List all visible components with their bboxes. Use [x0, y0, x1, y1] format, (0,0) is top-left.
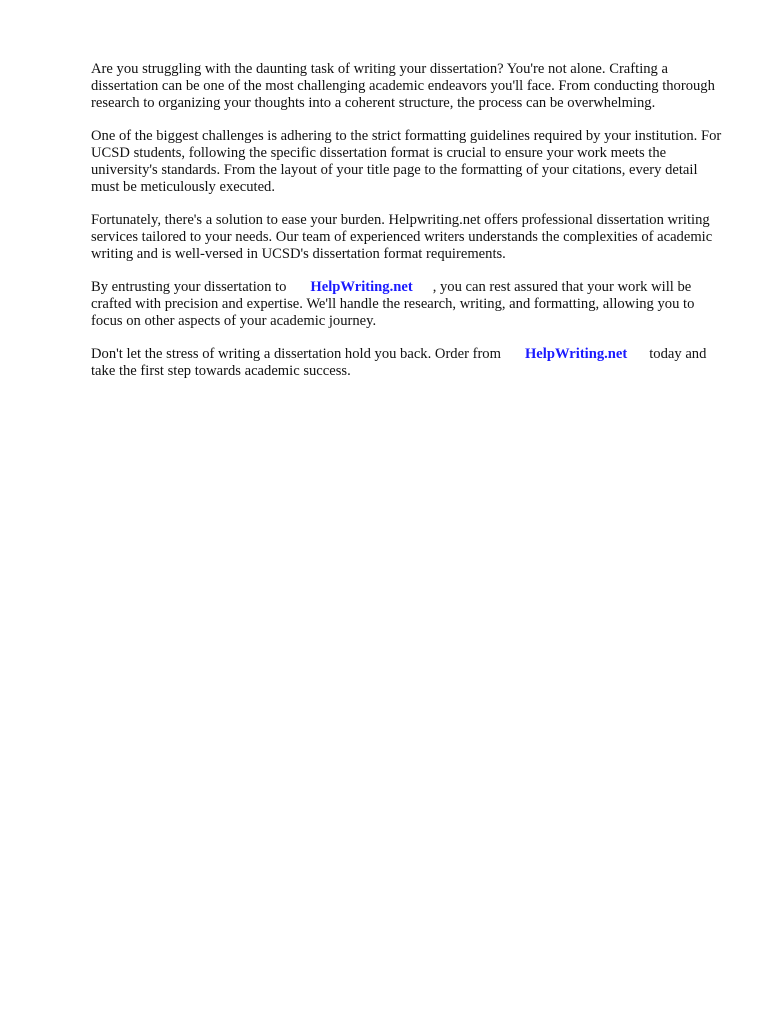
paragraph-intro: Are you struggling with the daunting task of writing your dissertation? You're not alone. Crafting a dissertation can be one of the most challenging academic endeavors you'll face. From conducting thorough research to organizing your thoughts into a coherent structure, the process can be overwhelming. — [91, 61, 715, 111]
helpwriting-link[interactable]: HelpWriting.net — [310, 279, 413, 295]
document-body — [91, 61, 723, 396]
paragraph-call-to-action — [91, 346, 723, 380]
paragraph-solution: Fortunately, there's a solution to ease your burden. Helpwriting.net offers professional dissertation writing services tailored to your needs. Our team of experienced writers understands the complexities of academic writing and is well-versed in UCSD's dissertation format requirements. — [91, 212, 713, 262]
paragraph-cta-text-before: Don't let the stress of writing a dissertation hold you back. Order from — [91, 346, 501, 362]
paragraph-entrusting-text-after: , you can rest assured that your work will be crafted with precision and expertise. We'll handle the research, writing, and formatting, allowing you to focus on other aspects of your academic journey. — [91, 279, 695, 329]
paragraph-entrusting-text-before: By entrusting your dissertation to — [91, 279, 287, 295]
paragraph-entrusting — [91, 279, 723, 330]
helpwriting-order-link[interactable]: HelpWriting.net — [524, 346, 628, 362]
paragraph-formatting-challenges: One of the biggest challenges is adhering to the strict formatting guidelines required by your institution. For UCSD students, following the specific dissertation format is crucial to ensure your work meets the university's standards. From the layout of your title page to the formatting of your citations, every detail must be meticulously executed. — [91, 128, 722, 195]
paragraph-cta-text-after: today and take the first step towards academic success. — [91, 346, 707, 379]
